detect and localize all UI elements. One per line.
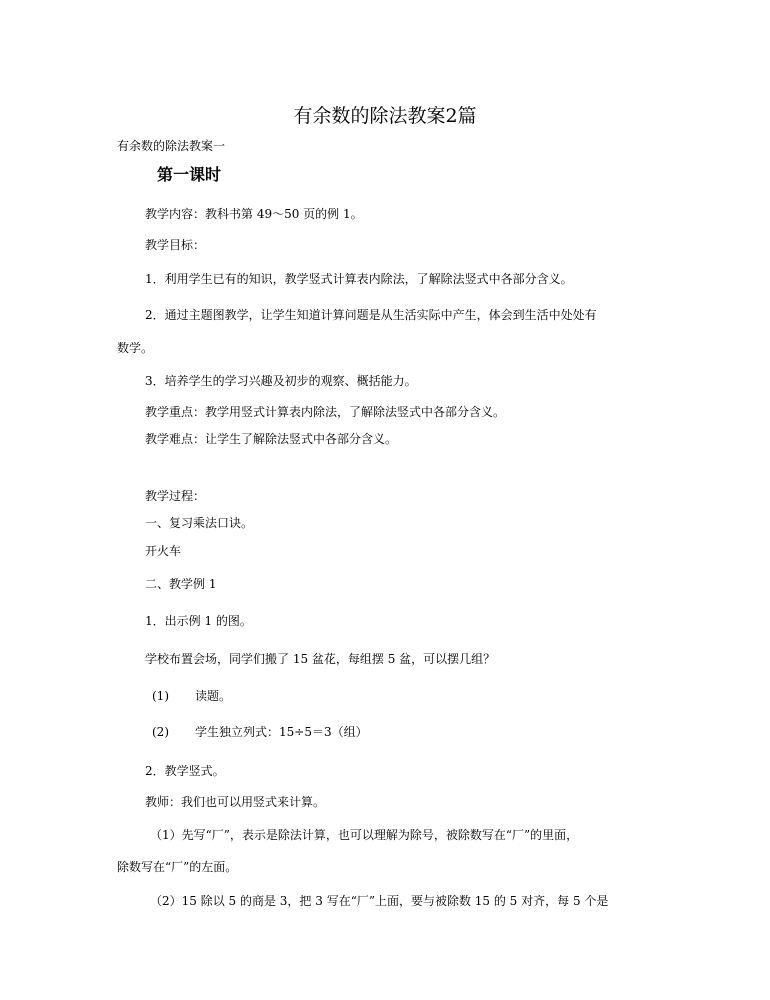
- paragraph-step-2: （2）15 除以 5 的商是 3，把 3 写在“厂”上面，要与被除数 15 的 5 对齐，每 5 个是: [150, 894, 609, 908]
- list-marker: (1): [152, 689, 169, 703]
- document-title: 有余数的除法教案2篇: [293, 105, 477, 127]
- paragraph-goal-1: 1．利用学生已有的知识，教学竖式计算表内除法，了解除法竖式中各部分含义。: [145, 272, 573, 286]
- paragraph-step-1: （1）先写“厂”，表示是除法计算，也可以理解为除号，被除数写在“厂”的里面，: [150, 828, 579, 842]
- paragraph-problem: 学校布置会场，同学们搬了 15 盆花，每组摆 5 盆，可以摆几组？: [145, 652, 496, 666]
- list-item-read: [152, 688, 231, 704]
- paragraph-goal-2-cont: 数学。: [117, 341, 154, 355]
- paragraph-difficulty: 教学难点：让学生了解除法竖式中各部分含义。: [145, 432, 398, 446]
- list-item-equation: [152, 724, 368, 740]
- paragraph-show-figure: 1．出示例 1 的图。: [145, 614, 252, 628]
- paragraph-goal-2: 2．通过主题图教学，让学生知道计算问题是从生活实际中产生，体会到生活中处处有: [145, 308, 597, 322]
- paragraph-teach-vertical: 2．教学竖式。: [145, 764, 225, 778]
- paragraph-teacher: 教师：我们也可以用竖式来计算。: [145, 795, 326, 809]
- list-item-text: 学生独立列式：15÷5＝3（组）: [195, 725, 368, 739]
- paragraph-train-game: 开火车: [145, 544, 182, 558]
- paragraph-key-point: 教学重点：教学用竖式计算表内除法，了解除法竖式中各部分含义。: [145, 405, 506, 419]
- section-review: 一、复习乘法口诀。: [145, 516, 254, 530]
- paragraph-content: 教学内容：教科书第 49～50 页的例 1。: [145, 207, 363, 221]
- list-item-text: 读题。: [195, 689, 232, 703]
- lesson-heading: 第一课时: [157, 165, 222, 184]
- section-example-1: 二、教学例 1: [145, 577, 217, 591]
- paragraph-goal-3: 3．培养学生的学习兴趣及初步的观察、概括能力。: [145, 374, 417, 388]
- list-marker: (2): [152, 725, 169, 739]
- paragraph-goals-heading: 教学目标：: [145, 238, 206, 252]
- paragraph-step-1-cont: 除数写在“厂”的左面。: [117, 860, 238, 874]
- document-subtitle: 有余数的除法教案一: [117, 139, 226, 153]
- paragraph-process-heading: 教学过程：: [145, 489, 206, 503]
